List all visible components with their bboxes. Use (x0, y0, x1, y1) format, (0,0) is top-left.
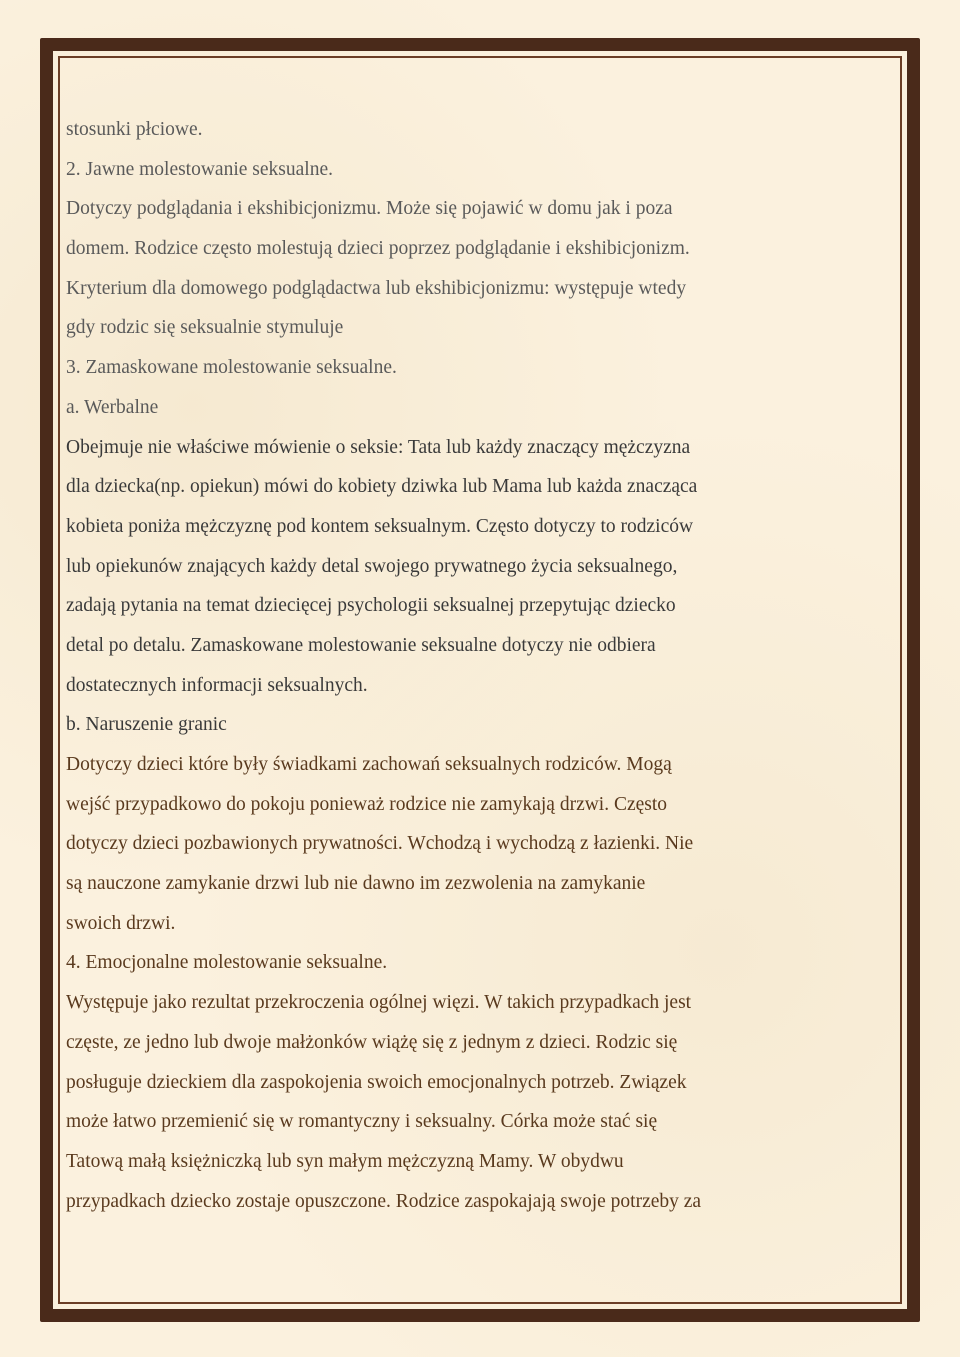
text-line: Występuje jako rezultat przekroczenia ogólnej więzi. W takich przypadkach jest (66, 992, 692, 1014)
text-line: może łatwo przemienić się w romantyczny i seksualny. Córka może stać się (66, 1111, 658, 1133)
text-line: przypadkach dziecko zostaje opuszczone. Rodzice zaspokajają swoje potrzeby za (66, 1190, 702, 1212)
text-line: są nauczone zamykanie drzwi lub nie dawno im zezwolenia na zamykanie (66, 873, 646, 895)
text-line: Kryterium dla domowego podglądactwa lub ekshibicjonizmu: występuje wtedy (66, 277, 687, 299)
section-heading: 3. Zamaskowane molestowanie seksualne. (66, 357, 397, 379)
text-line: Tatową małą księżniczką lub syn małym mężczyzną Mamy. W obydwu (66, 1150, 624, 1172)
text-line: Dotyczy dzieci które były świadkami zachowań seksualnych rodziców. Mogą (66, 754, 672, 775)
text-line: Obejmuje nie właściwe mówienie o seksie: Tata lub każdy znaczący mężczyzna (66, 436, 691, 458)
text-line: dostatecznych informacji seksualnych. (66, 674, 368, 696)
text-line: lub opiekunów znających każdy detal swojego prywatnego życia seksualnego, (66, 555, 678, 577)
document-body (66, 110, 866, 1221)
text-line: gdy rodzic się seksualnie stymuluje (66, 317, 344, 339)
text-line: Dotyczy podglądania i ekshibicjonizmu. Może się pojawić w domu jak i poza (66, 198, 673, 220)
text-line: zadają pytania na temat dziecięcej psychologii seksualnej przepytując dziecko (66, 595, 676, 617)
text-line: domem. Rodzice często molestują dzieci poprzez podglądanie i ekshibicjonizm. (66, 238, 690, 260)
subsection-heading: b. Naruszenie granic (66, 714, 227, 736)
text-line: swoich drzwi. (66, 912, 176, 934)
section-heading: 2. Jawne molestowanie seksualne. (66, 158, 333, 180)
subsection-heading: a. Werbalne (66, 396, 159, 418)
text-line: dotyczy dzieci pozbawionych prywatności. Wchodzą i wychodzą z łazienki. Nie (66, 833, 694, 855)
text-line: posługuje dzieckiem dla zaspokojenia swoich emocjonalnych potrzeb. Związek (66, 1071, 687, 1093)
text-line: stosunki płciowe. (66, 119, 203, 140)
text-line: detal po detalu. Zamaskowane molestowanie seksualne dotyczy nie odbiera (66, 634, 656, 656)
text-line: częste, ze jedno lub dwoje małżonków wiążę się z jednym z dzieci. Rodzic się (66, 1031, 678, 1053)
text-line: wejść przypadkowo do pokoju ponieważ rodzice nie zamykają drzwi. Często (66, 793, 668, 815)
section-heading: 4. Emocjonalne molestowanie seksualne. (66, 952, 388, 974)
text-line: dla dziecka(np. opiekun) mówi do kobiety dziwka lub Mama lub każda znacząca (66, 476, 698, 498)
text-line: kobieta poniża mężczyznę pod kontem seksualnym. Często dotyczy to rodziców (66, 515, 694, 537)
